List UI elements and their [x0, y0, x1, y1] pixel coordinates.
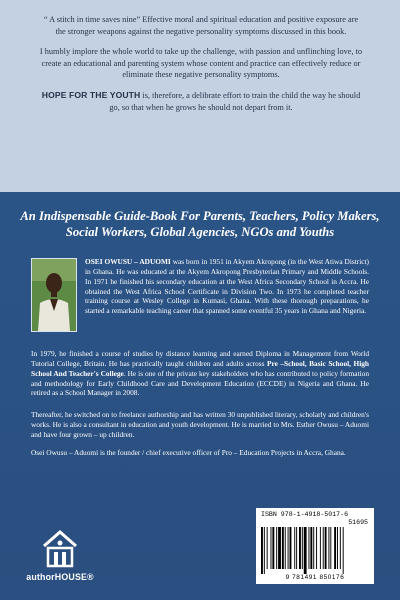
barcode-bar	[343, 527, 344, 574]
barcode-bar	[313, 527, 314, 569]
bio-paragraph-1	[85, 257, 369, 316]
barcode-bar	[328, 527, 329, 569]
barcode-bar	[282, 527, 284, 569]
barcode-number: 9 781491 850176	[285, 574, 345, 581]
barcode-bar	[340, 527, 341, 569]
author-name: OSEI OWUSU – ADUOMI	[85, 257, 171, 266]
barcode-bar	[323, 527, 324, 569]
barcode-bar	[299, 527, 301, 569]
publisher-logo	[20, 530, 100, 590]
barcode-bar	[320, 527, 321, 569]
barcode-bar	[285, 527, 286, 569]
barcode-bar	[310, 527, 312, 569]
blurb-paragraph-2: I humbly implore the whole world to take up the challenge, with passion and unflinching love, to create an educational and parenting system whose content and practice can effectively reduce or eliminate these negative personality symptoms.	[39, 47, 363, 80]
barcode-bar	[302, 527, 303, 569]
barcode-bars	[261, 527, 369, 574]
blurb-paragraph-1: “ A stitch in time saves nine” Effective moral and spiritual education and positive exposure are the stronger weapons against the negative personality symptoms discussed in this book.	[43, 15, 359, 36]
bio-paragraph-1-text: was born in 1951 in Akyem Akropong (in the West Atiwa District) in Ghana. He was educated at the Akyem Akropong Presbyterian Primary and Middle Schools. In 1971 he finished his secondary education at the West Africa Secondary School in Accra. He obtained the West Africa School Certificate in Division Two. In 1973 he completed teacher training course at Wesley College in Kumasi, Ghana. With these thorough preparations, he started a remarkable teaching career that spanned some eventful 35 years in Ghana and Nigeria.	[85, 257, 369, 316]
bio-paragraph-2	[31, 349, 369, 398]
bio-paragraph-4: Osei Owusu – Aduomi is the founder / chief executive officer of Pro – Education Projects in Accra, Ghana.	[31, 448, 346, 457]
barcode-bar	[264, 527, 265, 574]
authorhouse-logo-icon	[42, 530, 78, 573]
barcode-bar	[290, 527, 292, 569]
isbn-text: ISBN 978-1-4918-5017-6	[261, 511, 349, 518]
barcode-bar	[330, 527, 331, 569]
barcode-bar	[267, 527, 268, 569]
barcode-bar	[296, 527, 297, 569]
price-code: 51695	[348, 519, 368, 526]
barcode-bar	[304, 527, 307, 574]
barcode-bar	[288, 527, 289, 569]
barcode-bar	[276, 527, 277, 569]
blurb-panel	[38, 14, 364, 122]
blurb-paragraph-3	[38, 90, 364, 113]
barcode-bar	[278, 527, 281, 569]
blurb-paragraph-3-text: is, therefore, a delibrate effort to train the child the way he should go, so that when he grows he should not depart from it.	[109, 90, 361, 112]
barcode-bar	[316, 527, 317, 569]
bio-school-levels: Pre –School, Basic School, High School And Teacher's College	[31, 358, 369, 378]
bio-paragraph-2-text-a: In 1979, he finished a course of studies by distance learning and earned Diploma in Management from World Tutorial College, Britain. He has practically taught children and adults across	[31, 349, 369, 368]
barcode-bar	[337, 527, 338, 569]
barcode-bar	[309, 527, 310, 569]
book-title-label: HOPE FOR THE YOUTH	[41, 89, 141, 100]
isbn-barcode	[256, 508, 374, 584]
author-photo	[31, 258, 77, 332]
bio-paragraph-3: Thereafter, he switched on to freelance authorship and has written 30 unpublished literary, scholarly and children's works. He is also a consultant in education and youth development. He is married to Mrs. Esther Owusu – Aduomi and have four grown – up children.	[31, 410, 369, 439]
barcode-bar	[271, 527, 272, 569]
publisher-name: authorHOUSE®	[26, 572, 94, 582]
barcode-bar	[325, 527, 327, 569]
barcode-bar	[272, 527, 274, 569]
barcode-bar	[334, 527, 336, 569]
tagline: An Indispensable Guide-Book For Parents, Teachers, Policy Makers, Social Workers, Global Agencies, NGOs and Youths	[20, 209, 380, 239]
bio-paragraph-2-text-b: . He is one of the private key stakeholders who has contributed to policy formation and methodology for Early Childhood Care and Development Education (ECCDE) in Nigeria and Ghana. He retired as a School Manager in 2008.	[31, 368, 369, 398]
barcode-bar	[294, 527, 295, 569]
barcode-bar	[261, 527, 263, 574]
